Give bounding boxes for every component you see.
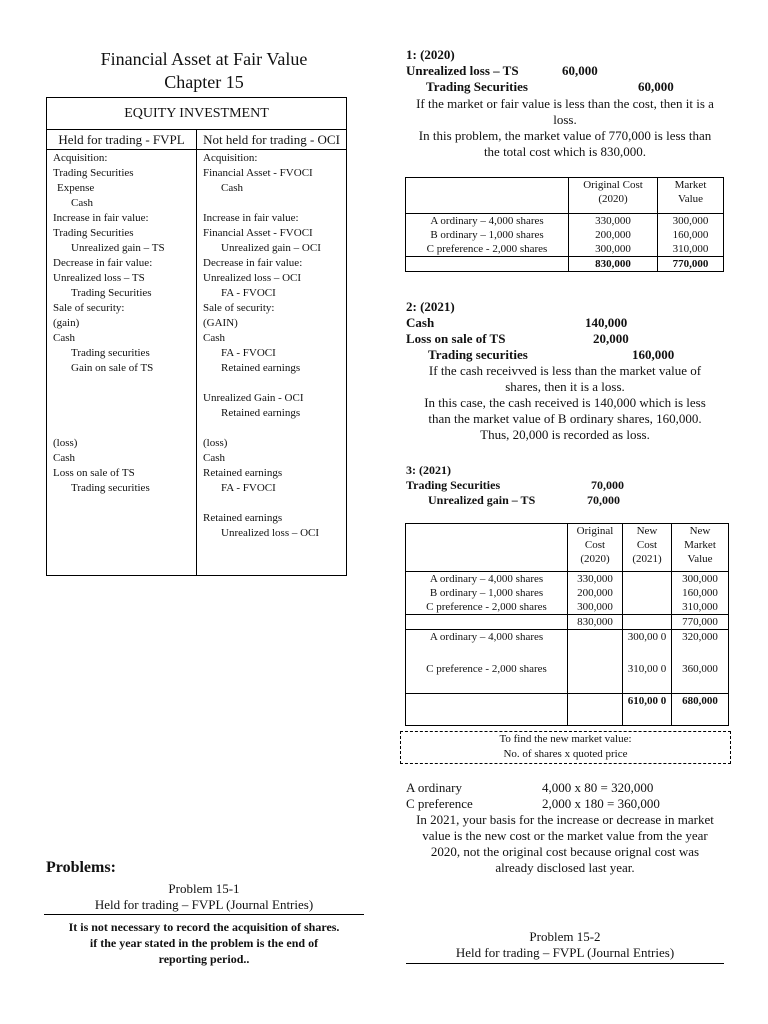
journal-line [203,421,340,436]
note-line: It is not necessary to record the acquisition of shares. [68,920,340,934]
journal-line: Cash [53,332,75,344]
table-cell: 160,000 [658,228,724,242]
journal-line: Cash [71,197,93,209]
note-line: if the year stated in the problem is the end of [89,936,319,950]
problem-15-1-subtitle: Held for trading – FVPL (Journal Entries) [94,897,314,912]
table-header-original-cost: Original Cost (2020) [568,524,623,572]
explanation-line: the total cost which is 830,000. [483,144,647,159]
explanation-line: If the cash receivved is less than the market value of [428,363,702,378]
table-header-new-market-value: New Market Value [672,524,729,572]
journal-line: Trading Securities [53,227,134,239]
table-cell: 320,000 [672,630,729,662]
table-row-label: A ordinary – 4,000 shares [406,630,568,662]
journal-line: Cash [53,452,75,464]
journal-line: Retained earnings [203,512,283,524]
note-box-line-1: To find the new market value: [499,733,632,745]
oci-entries [197,150,347,576]
table-cell: 330,000 [568,572,623,587]
document-title [46,48,362,94]
entry-1-heading: 1: (2020) [406,47,455,62]
table-row-label: A ordinary – 4,000 shares [406,214,569,229]
journal-line: FA - FVOCI [221,482,276,494]
entry-3-debit-amount: 70,000 [591,478,624,492]
journal-line: Retained earnings [221,362,301,374]
journal-line: Trading securities [71,482,150,494]
table-subtotal-label [406,615,568,630]
table-row-label: C preference - 2,000 shares [406,600,568,615]
equity-investment-heading: EQUITY INVESTMENT [47,98,347,130]
explanation-line: Thus, 20,000 is recorded as loss. [480,427,650,442]
title-line-1: Financial Asset at Fair Value [100,49,308,69]
entry-1-credit-account: Trading Securities [426,79,528,94]
calc-a-label: A ordinary [406,780,462,795]
calc-explanation [400,812,730,876]
entry-3-debit-account: Trading Securities [406,478,501,492]
journal-line: Gain on sale of TS [71,362,154,374]
table-cell: 300,000 [672,572,729,587]
table-2020-values [405,177,724,272]
table-header-blank [406,524,568,572]
journal-line: Financial Asset - FVOCI [203,227,313,239]
problem-15-1-note [40,919,368,967]
table-total-original-cost [568,694,623,726]
entry-2-explanation [400,363,730,443]
journal-line [53,391,190,406]
table-subtotal-new-cost [623,615,672,630]
table-cell: 300,000 [568,600,623,615]
journal-line [203,376,340,391]
note-box-line-2: No. of shares x quoted price [503,748,628,760]
journal-line: Unrealized Gain - OCI [203,392,304,404]
problem-15-2-subtitle: Held for trading – FVPL (Journal Entries) [455,945,675,960]
entry-2-line-3-credit: 160,000 [632,347,675,362]
explanation-line: In this problem, the market value of 770,000 is less than [418,128,712,143]
entry-1-debit-amount: 60,000 [562,63,598,78]
table-cell: 360,000 [672,662,729,694]
table-row-label: C preference - 2,000 shares [406,662,568,694]
journal-line: Loss on sale of TS [53,467,135,479]
table-2021-values [405,523,729,726]
journal-line: FA - FVOCI [221,287,276,299]
journal-line: Cash [203,452,225,464]
divider [406,963,724,964]
explanation-line: If the market or fair value is less than the cost, then it is a [416,96,714,111]
table-cell: 200,000 [569,228,658,242]
entry-3-heading: 3: (2021) [406,463,451,477]
table-cell: 160,000 [672,586,729,600]
title-line-2: Chapter 15 [164,72,244,92]
col-header-fvpl: Held for trading - FVPL [47,130,197,150]
problems-label: Problems: [46,859,116,876]
fvpl-entries [47,150,197,576]
journal-line: Unrealized loss – OCI [221,527,320,539]
journal-line [53,421,190,436]
explanation-line: already disclosed last year. [495,860,635,875]
journal-line: Unrealized gain – TS [71,242,165,254]
table-cell: 300,000 [658,214,724,229]
journal-line: Retained earnings [203,467,283,479]
table-subtotal-market-value: 770,000 [672,615,729,630]
journal-line: Acquisition: [53,152,108,164]
divider [44,914,364,915]
explanation-line: than the market value of B ordinary shares, 160,000. [428,411,702,426]
table-row-label: A ordinary – 4,000 shares [406,572,568,587]
table-cell [623,572,672,587]
table-header-new-cost: New Cost (2021) [623,524,672,572]
note-line: reporting period.. [158,952,250,966]
journal-line: FA - FVOCI [221,347,276,359]
table-cell: 300,000 [569,242,658,257]
entry-1-debit-account: Unrealized loss – TS [406,63,519,78]
calc-a-expression: 4,000 x 80 = 320,000 [542,780,654,795]
problem-15-2-title [406,929,724,961]
table-cell: 200,000 [568,586,623,600]
journal-line [203,496,340,511]
table-row-label: B ordinary – 1,000 shares [406,586,568,600]
journal-line [53,406,190,421]
table-cell: 300,00 0 [623,630,672,662]
entry-2-heading: 2: (2021) [406,299,455,314]
explanation-line: loss. [553,112,577,127]
table-cell: 310,000 [658,242,724,257]
entry-1-explanation [400,96,730,160]
table-cell [568,630,623,662]
table-total-market-value: 770,000 [658,257,724,272]
journal-line: Financial Asset - FVOCI [203,167,313,179]
table-cell: 310,00 0 [623,662,672,694]
journal-line: Trading Securities [71,287,152,299]
journal-line: (loss) [53,437,78,449]
journal-line: Cash [203,332,225,344]
table-cell [623,600,672,615]
table-cell: 330,000 [569,214,658,229]
entry-2-line-2-debit: 20,000 [593,331,629,346]
entry-2-line-3-account: Trading securities [428,347,528,362]
table-total-original-cost: 830,000 [569,257,658,272]
journal-line: Trading Securities [53,167,134,179]
entry-3-credit-account: Unrealized gain – TS [428,493,536,507]
journal-line: Expense [57,182,95,194]
explanation-line: value is the new cost or the market value from the year [422,828,708,843]
entry-3-credit-amount: 70,000 [587,493,620,507]
entry-2-line-1-account: Cash [406,315,435,330]
journal-line: (gain) [53,317,80,329]
explanation-line: 2020, not the original cost because orignal cost was [430,844,700,859]
problem-15-2-number: Problem 15-2 [529,929,601,944]
journal-line: Decrease in fair value: [203,257,303,269]
problem-15-1-number: Problem 15-1 [168,881,240,896]
journal-line: (loss) [203,437,228,449]
journal-line: Cash [221,182,243,194]
explanation-line: shares, then it is a loss. [505,379,625,394]
journal-line: Acquisition: [203,152,258,164]
journal-line: Retained earnings [221,407,301,419]
journal-line [53,376,190,391]
journal-line: Unrealized gain – OCI [221,242,321,254]
journal-line: Increase in fair value: [53,212,149,224]
table-row-label: C preference - 2,000 shares [406,242,569,257]
journal-line: Unrealized loss – TS [53,272,145,284]
calc-c-label: C preference [406,796,473,811]
table-cell: 310,000 [672,600,729,615]
entry-2-line-1-debit: 140,000 [585,315,628,330]
explanation-line: In 2021, your basis for the increase or decrease in market [416,812,714,827]
journal-line: (GAIN) [203,317,238,329]
journal-line: Sale of security: [203,302,275,314]
entry-2-line-2-account: Loss on sale of TS [406,331,506,346]
table-cell [623,586,672,600]
table-row-label: B ordinary – 1,000 shares [406,228,569,242]
explanation-line: In this case, the cash received is 140,000 which is less [424,395,706,410]
table-total-new-cost: 610,00 0 [623,694,672,726]
table-header-market-value: Market Value [658,178,724,214]
table-cell [568,662,623,694]
journal-line: Decrease in fair value: [53,257,153,269]
equity-investment-table [46,97,347,576]
journal-line: Sale of security: [53,302,125,314]
market-value-note-box [400,731,731,764]
table-header-blank [406,178,569,214]
calc-c-expression: 2,000 x 180 = 360,000 [542,796,660,811]
journal-line [203,196,340,211]
table-total-label [406,257,569,272]
table-header-original-cost: Original Cost (2020) [569,178,658,214]
table-total-label [406,694,568,726]
table-subtotal-original-cost: 830,000 [568,615,623,630]
journal-line: Unrealized loss – OCI [203,272,302,284]
journal-line: Increase in fair value: [203,212,299,224]
table-total-market-value: 680,000 [672,694,729,726]
col-header-oci: Not held for trading - OCI [197,130,347,150]
entry-1-credit-amount: 60,000 [638,79,674,94]
journal-line: Trading securities [71,347,150,359]
problem-15-1-title [46,881,362,913]
